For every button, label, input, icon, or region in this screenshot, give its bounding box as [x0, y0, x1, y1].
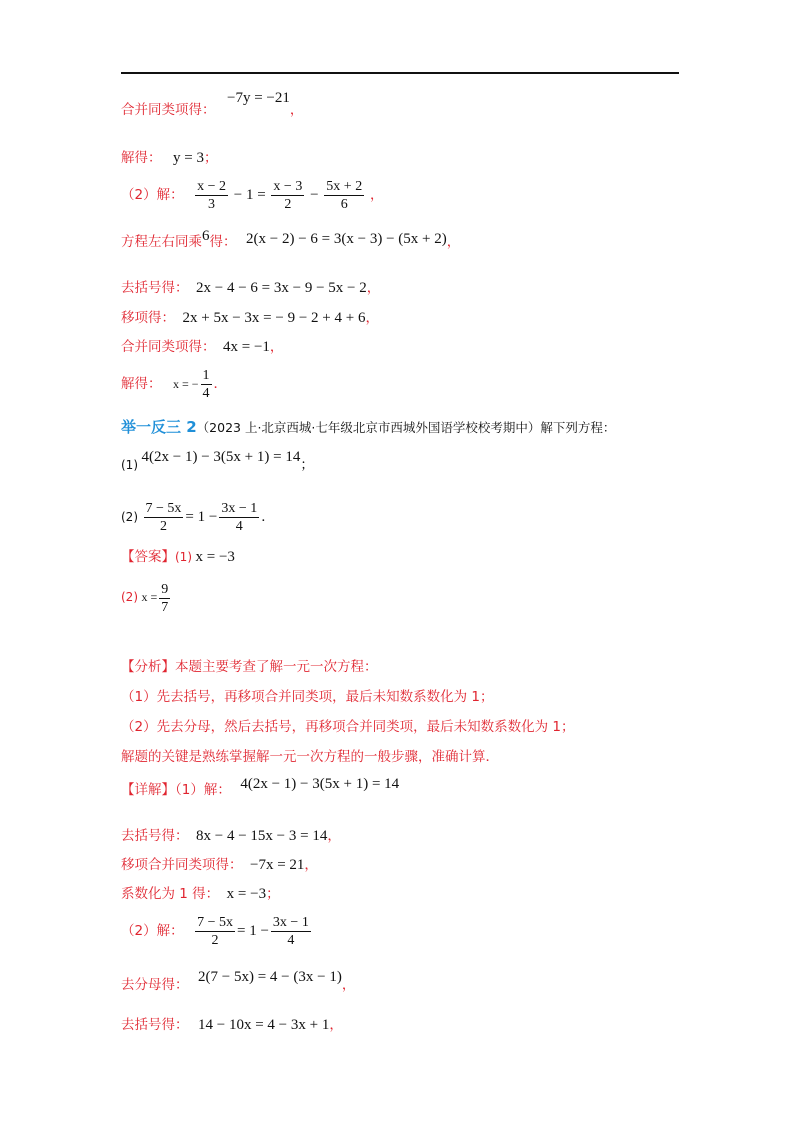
step-math: 2(x − 2) − 6 = 3(x − 3) − (5x + 2)	[246, 231, 447, 247]
step-label: 解得：	[121, 150, 162, 166]
detail-part-2	[121, 911, 313, 952]
punct: ，	[366, 280, 381, 296]
step-math: 2x − 4 − 6 = 3x − 9 − 5x − 2	[196, 280, 367, 296]
item-label: (2)	[121, 590, 138, 604]
fraction: $\frac{3x - 1}{4}$	[221, 501, 258, 535]
step-math: −7y = −21	[227, 90, 290, 106]
punct: ，	[369, 187, 384, 203]
step-label: 去括号得：	[121, 280, 189, 296]
answer-label: 【答案】	[121, 549, 175, 565]
answer-math: x =	[141, 590, 158, 604]
fraction: $\frac{7 - 5x}{2}$	[197, 915, 233, 949]
detail-coef	[121, 884, 280, 905]
step-label: 合并同类项得：	[121, 102, 216, 118]
item-label: (1)	[121, 458, 138, 472]
step-part2-eq	[121, 175, 383, 216]
punct: ；	[300, 457, 314, 473]
punct: ；	[266, 886, 280, 902]
step-math: −7x = 21	[250, 857, 305, 873]
math-op: = 1 −	[185, 509, 218, 525]
step-label: 得：	[209, 234, 237, 250]
step-math: 2(7 − 5x) = 4 − (3x − 1)	[198, 969, 342, 985]
detail-expand	[121, 826, 341, 847]
detail-math: 4(2x − 1) − 3(5x + 1) = 14	[240, 776, 400, 792]
detail-expand-2	[121, 1015, 343, 1036]
punct: ．	[213, 376, 228, 392]
multiplier: 6	[202, 228, 210, 244]
step-label: 去括号得：	[121, 1017, 189, 1033]
punct: ，	[304, 857, 318, 873]
header-rule	[121, 72, 679, 74]
punct: ，	[446, 234, 461, 250]
step-expand	[121, 278, 380, 299]
problem-item-2	[121, 497, 275, 538]
math-op: − 1 =	[233, 187, 266, 203]
fraction: $\frac{x - 3}{2}$	[273, 179, 303, 213]
fraction: $\frac{9}{7}$	[161, 581, 169, 615]
item-math: 4(2x − 1) − 3(5x + 1) = 14	[141, 449, 301, 465]
fraction: $\frac{5x + 2}{6}$	[326, 179, 363, 213]
punct: ，	[327, 828, 341, 844]
detail-denominator	[121, 969, 356, 996]
fraction: $\frac{1}{4}$	[202, 368, 210, 402]
problem-source: （2023 上·北京西城·七年级北京市西城外国语学校校考期中）解下列方程：	[196, 420, 616, 435]
step-math: 4x = −1	[223, 339, 270, 355]
step-combine-2	[121, 337, 283, 358]
item-label: (1)	[175, 550, 192, 564]
step-label: 方程左右同乘	[121, 234, 202, 250]
step-combine	[121, 90, 304, 121]
detail-label: 【详解】	[121, 782, 175, 798]
answer-math: x = −3	[195, 549, 235, 565]
step-label: 系数化为 1 得：	[121, 886, 220, 902]
analysis-text: （2）先去分母，然后去括号，再移项合并同类项，最后未知数系数化为 1；	[121, 719, 575, 735]
analysis-text: 本题主要考查了解一元一次方程：	[175, 659, 378, 675]
analysis-step-2	[121, 717, 574, 738]
math-op: −	[310, 187, 319, 203]
answer-2	[121, 577, 172, 618]
step-math: 14 − 10x = 4 − 3x + 1	[198, 1017, 330, 1033]
step-multiply	[121, 228, 461, 253]
analysis-intro	[121, 657, 378, 678]
analysis-step-1	[121, 687, 493, 708]
detail-move	[121, 855, 318, 876]
punct: ，	[329, 1017, 343, 1033]
item-label: （1）解：	[175, 782, 231, 798]
item-label: (2)	[121, 510, 138, 524]
analysis-text: （1）先去括号，再移项合并同类项，最后未知数系数化为 1；	[121, 689, 494, 705]
fraction: $\frac{x - 2}{3}$	[197, 179, 226, 213]
step-math: y = 3	[173, 150, 204, 166]
step-label: 解得：	[121, 376, 162, 392]
analysis-text: 解题的关键是熟练掌握解一元一次方程的一般步骤，准确计算．	[121, 749, 499, 765]
step-label: 移项合并同类项得：	[121, 857, 243, 873]
step-math: 2x + 5x − 3x = − 9 − 2 + 4 + 6	[182, 310, 366, 326]
detail-part-1	[121, 776, 400, 801]
step-math: x = −3	[226, 886, 267, 902]
problem-item-1	[121, 447, 314, 473]
item-label: （2）解：	[121, 923, 184, 939]
punct: ，	[269, 339, 284, 355]
answer-1	[121, 547, 235, 568]
analysis-key	[121, 747, 499, 768]
punct: ，	[289, 102, 304, 118]
step-math: 8x − 4 − 15x − 3 = 14	[196, 828, 328, 844]
step-move	[121, 308, 379, 329]
step-math: x = −	[173, 377, 199, 391]
step-label: 去分母得：	[121, 977, 189, 993]
step-label: 去括号得：	[121, 828, 189, 844]
punct: ；	[203, 150, 218, 166]
fraction: $\frac{3x - 1}{4}$	[272, 915, 309, 949]
math-op: = 1 −	[237, 923, 269, 939]
step-solve-2	[121, 364, 227, 405]
step-label: 合并同类项得：	[121, 339, 216, 355]
problem-tag: 举一反三 2	[121, 418, 197, 436]
step-label: （2）解：	[121, 187, 184, 203]
punct: ，	[341, 977, 356, 993]
punct: ，	[365, 310, 379, 326]
punct: ．	[261, 509, 275, 525]
problem-header	[121, 417, 615, 439]
step-label: 移项得：	[121, 310, 175, 326]
fraction: $\frac{7 - 5x}{2}$	[145, 501, 182, 535]
step-solve	[121, 148, 217, 169]
analysis-label: 【分析】	[121, 659, 175, 675]
